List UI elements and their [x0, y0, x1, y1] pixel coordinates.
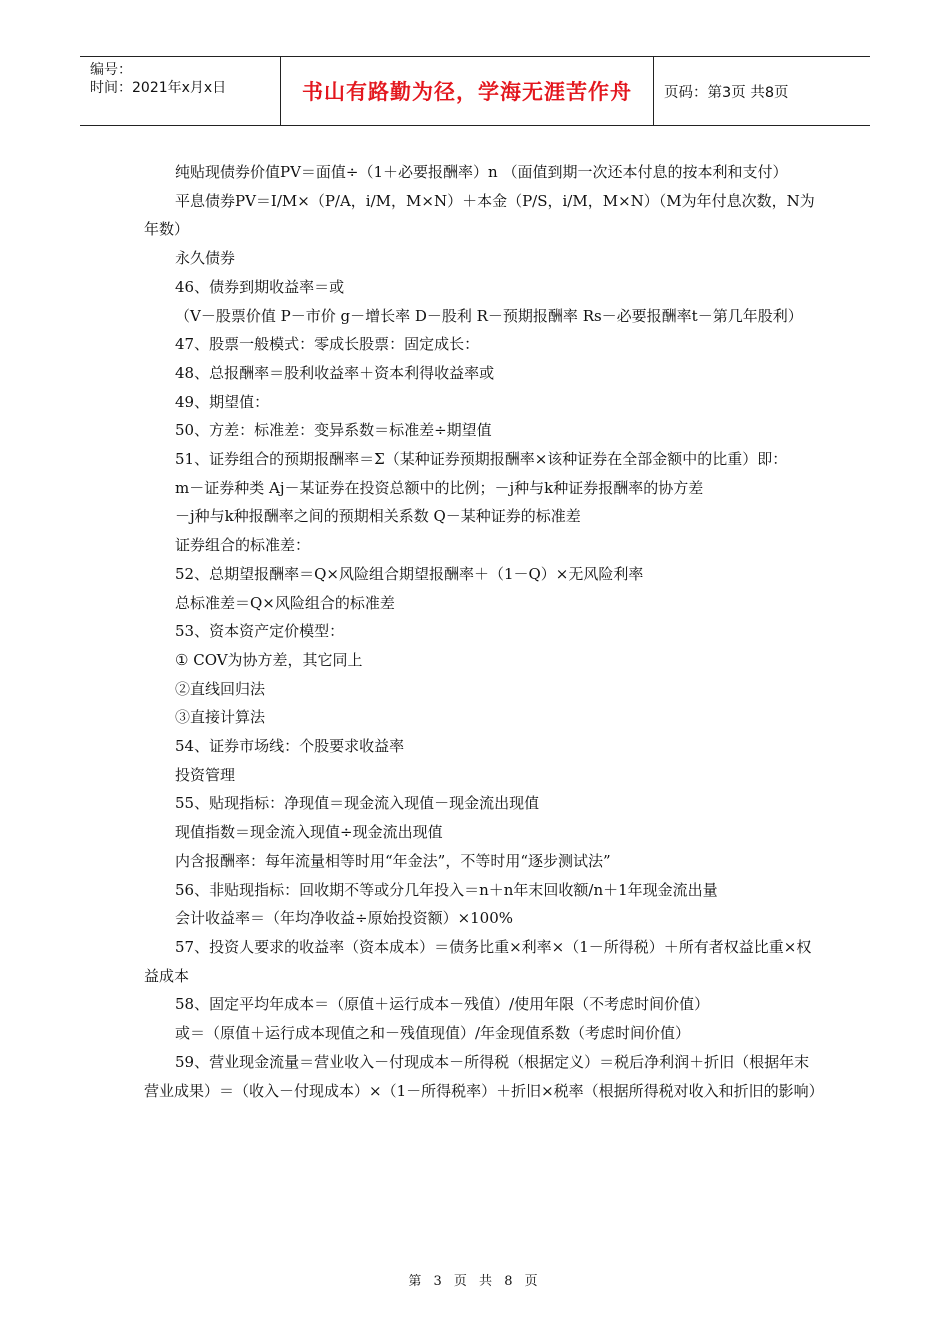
text-line: 总标准差＝Q×风险组合的标准差: [175, 593, 395, 612]
text-line: 46、债券到期收益率＝或: [175, 277, 345, 296]
text-line: 会计收益率＝（年均净收益÷原始投资额）×100%: [175, 909, 514, 928]
text-line: 内含报酬率：每年流量相等时用“年金法”，不等时用“逐步测试法”: [175, 851, 611, 870]
text-line: －j种与k种报酬率之间的预期相关系数 Q－某种证券的标准差: [175, 507, 581, 526]
text-line: 50、方差：标准差：变异系数＝标准差÷期望值: [175, 421, 492, 440]
text-line: （V－股票价值 P－市价 g－增长率 D－股利 R－预期报酬率 Rs－必要报酬率t－第几年股利）: [175, 306, 803, 325]
text-line: 52、总期望报酬率＝Q×风险组合期望报酬率＋（1－Q）×无风险利率: [175, 564, 644, 583]
page-header: [80, 56, 870, 126]
text-line: ③直接计算法: [175, 708, 266, 727]
text-line: 48、总报酬率＝股利收益率＋资本利得收益率或: [175, 363, 495, 382]
document-number-label: 编号：: [90, 62, 132, 78]
text-line: 证券组合的标准差：: [175, 536, 311, 555]
header-page-info: 页码：第3页 共8页: [664, 84, 789, 101]
text-line: 51、证券组合的预期报酬率＝Σ（某种证券预期报酬率×该种证券在全部金额中的比重）即：: [175, 450, 788, 469]
text-line: 49、期望值：: [175, 392, 270, 411]
document-body: [144, 158, 824, 1105]
text-line: 或＝（原值＋运行成本现值之和－残值现值）/年金现值系数（考虑时间价值）: [175, 1024, 691, 1043]
text-line: 纯贴现债券价值PV＝面值÷（1＋必要报酬率）n （面值到期一次还本付息的按本利和支付）: [175, 163, 788, 181]
text-line: 55、贴现指标：净现值＝现金流入现值－现金流出现值: [175, 794, 540, 813]
text-line: 56、非贴现指标：回收期不等或分几年投入＝n＋n年末回收额/n＋1年现金流出量: [175, 880, 718, 899]
text-line: 平息债券PV＝I/M×（P/A，i/M，M×N）＋本金（P/S，i/M，M×N）（M为年付息次数，N为年数）: [144, 191, 815, 239]
text-line: 59、营业现金流量＝营业收入－付现成本－所得税（根据定义）＝税后净利润＋折旧（根据年末营业成果）＝（收入－付现成本）×（1－所得税率）＋折旧×税率（根据所得税对收入和折旧的影响）: [144, 1052, 824, 1100]
page-footer: 第 3 页 共 8 页: [408, 1274, 542, 1289]
text-line: ②直线回归法: [175, 679, 266, 698]
document-time-label: 时间：2021年x月x日: [90, 80, 227, 96]
text-line: 58、固定平均年成本＝（原值＋运行成本－残值）/使用年限（不考虑时间价值）: [175, 995, 710, 1014]
text-line: 永久债券: [175, 249, 236, 268]
header-meta: [80, 57, 281, 125]
text-line: 47、股票一般模式：零成长股票：固定成长：: [175, 335, 480, 354]
text-line: ① COV为协方差，其它同上: [175, 650, 363, 669]
header-motto: 书山有路勤为径，学海无涯苦作舟: [281, 57, 654, 125]
text-line: 54、证券市场线：个股要求收益率: [175, 737, 405, 756]
text-line: 现值指数＝现金流入现值÷现金流出现值: [175, 823, 443, 842]
text-line: 57、投资人要求的收益率（资本成本）＝债务比重×利率×（1－所得税）＋所有者权益比重×权益成本: [144, 937, 812, 985]
section-heading: 投资管理: [175, 765, 236, 784]
text-line: m－证券种类 Aj－某证券在投资总额中的比例；－j种与k种证券报酬率的协方差: [175, 478, 704, 497]
text-line: 53、资本资产定价模型：: [175, 622, 345, 641]
